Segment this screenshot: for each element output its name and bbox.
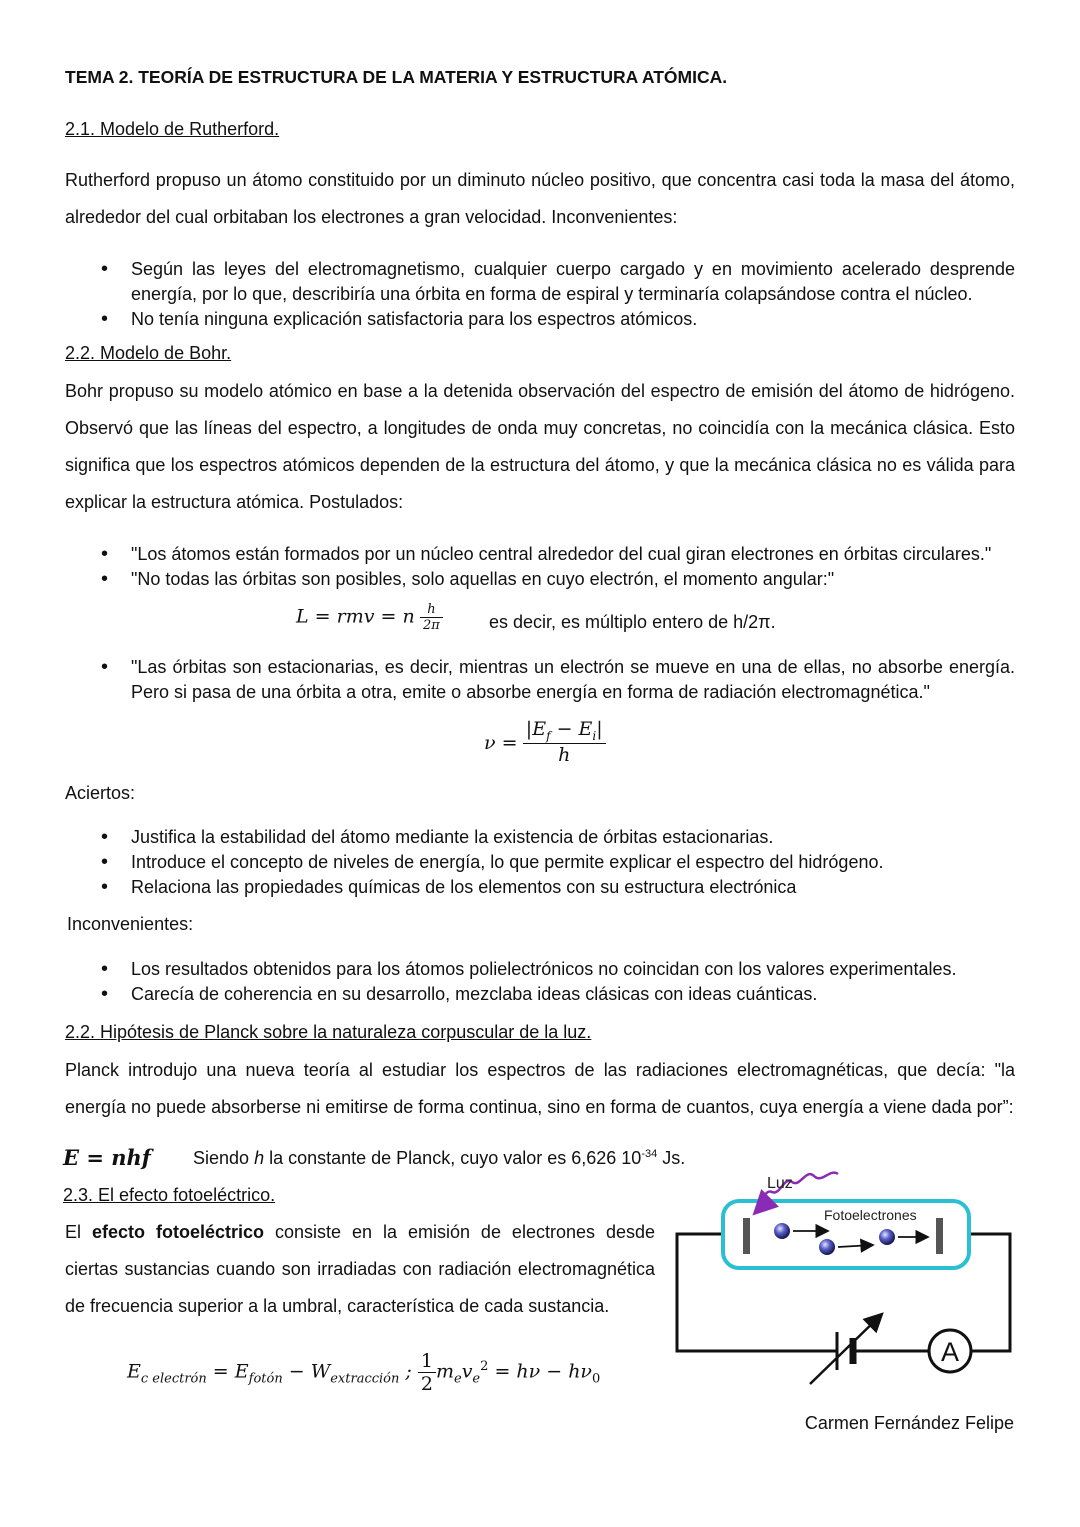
eq-sub: extracción [330,1371,400,1387]
eq-part: = E [206,1360,249,1383]
formula-fraction [523,718,606,766]
aciertos-list [131,825,1015,900]
fraction-numerator: 1 [418,1350,436,1373]
light-label: Luz [767,1175,793,1192]
eq-sub: 0 [591,1371,601,1387]
photoelectric-diagram [660,1162,1020,1394]
list-item: • Los resultados obtenidos para los átomos polielectrónicos no coincidan con los valores experimentales. [131,957,1015,982]
eq-part: ; [399,1360,418,1383]
eq-part: = hν − hν [488,1360,592,1383]
formula-frequency [484,718,606,766]
inconvenientes-list [131,957,1015,1007]
list-item: • "Las órbitas son estacionarias, es decir, mientras un electrón se mueve en una de ellas, no absorbe energía. Pero si pasa de una órbita a otra, emite o absorbe energía en forma de radiación electromagnética." [131,655,1015,705]
ammeter-label: A [940,1337,960,1367]
list-item: • "Los átomos están formados por un núcleo central alrededor del cual giran electrones en órbitas circulares." [131,542,1015,567]
note-part: Js. [657,1148,686,1168]
list-item: • Según las leyes del electromagnetismo, cualquier cuerpo cargado y en movimiento acelerado desprende energía, por lo que, describiría una órbita en forma de espiral y terminaría colapsándose contra el núcleo. [131,257,1015,307]
inconvenientes-label: Inconvenientes: [67,914,194,934]
electron-icon [774,1223,790,1239]
aciertos-label: Aciertos: [65,783,136,803]
fraction-denominator: h [558,743,571,766]
fraction-denominator: 2 [420,1373,433,1395]
formula-text: E = nhf [63,1145,151,1170]
num-sub: i [592,728,597,743]
eq-part: m [435,1360,454,1383]
photoelectric-text [65,1214,655,1325]
fraction-numerator: h [420,602,443,618]
formula-lhs: ν = [484,731,518,754]
text-part: El [65,1222,92,1242]
formula-angular-note: es decir, es múltiplo entero de h/2π. [489,612,776,632]
bohr-postulate-list-2 [131,655,1015,705]
electron-icon [819,1239,835,1255]
formula-fraction [420,602,443,633]
fraction-numerator [523,718,606,744]
text-keyword: efecto fotoeléctrico [91,1222,264,1242]
text-part: consiste en la emisión de electrones desde ciertas sustancias cuando son irradiadas con radiación electromagnética de frecuencia superior a la umbral, característica de cada sustancia. [65,1222,655,1316]
cathode-plate [743,1218,750,1254]
rutherford-intro: Rutherford propuso un átomo constituido por un diminuto núcleo positivo, que concentra casi toda la masa del átomo, alrededor del cual orbitaban los electrones a gran velocidad. Inconvenientes: [65,170,1015,227]
planck-formula [63,1145,151,1171]
eq-part: − W [282,1360,331,1383]
planck-constant-note [193,1148,685,1169]
page-title: TEMA 2. TEORÍA DE ESTRUCTURA DE LA MATERIA Y ESTRUCTURA ATÓMICA. [65,67,728,87]
list-item: • "No todas las órbitas son posibles, solo aquellas en cuyo electrón, el momento angular:" [131,567,1015,592]
eq-part: v [461,1360,473,1383]
list-item: • No tenía ninguna explicación satisfactoria para los espectros atómicos. [131,307,1015,332]
list-item: • Introduce el concepto de niveles de energía, lo que permite explicar el espectro del hidrógeno. [131,850,1015,875]
eq-half-fraction [418,1350,436,1395]
fraction-denominator: 2π [422,618,440,633]
author-name: Carmen Fernández Felipe [804,1413,1014,1433]
eq-part: E [127,1360,141,1383]
section-heading-photoelectric: 2.3. El efecto fotoeléctrico. [63,1185,276,1205]
bohr-intro: Bohr propuso su modelo atómico en base a la detenida observación del espectro de emisión del átomo de hidrógeno. Observó que las líneas del espectro, a longitudes de onda muy concretas, no coincidía con la mecánica clásica. Esto significa que los espectros atómicos dependen de la estructura del átomo, y que la mecánica clásica no es válida para explicar la estructura atómica. Postulados: [65,381,1015,512]
eq-sub: fotón [248,1371,283,1387]
formula-angular-momentum [296,602,443,633]
eq-sup: 2 [480,1359,489,1375]
photoelectrons-label: Fotoelectrones [824,1207,917,1223]
section-heading-planck: 2.2. Hipótesis de Planck sobre la naturaleza corpuscular de la luz. [65,1022,592,1042]
list-item: • Justifica la estabilidad del átomo mediante la existencia de órbitas estacionarias. [131,825,1015,850]
photoelectric-equation [127,1350,600,1395]
list-item: • Carecía de coherencia en su desarrollo, mezclaba ideas clásicas con ideas cuánticas. [131,982,1015,1007]
variable-arrow-icon [810,1314,882,1384]
note-part: Siendo [193,1148,255,1168]
note-part: la constante de Planck, cuyo valor es 6,626 10 [264,1148,642,1168]
section-heading-rutherford: 2.1. Modelo de Rutherford. [65,119,280,139]
note-exponent: -34 [641,1148,658,1160]
list-item: • Relaciona las propiedades químicas de los elementos con su estructura electrónica [131,875,1015,900]
num-sub: f [546,728,551,743]
num-part: | [596,718,603,740]
note-h: h [254,1148,265,1168]
eq-sub: c electrón [140,1371,207,1387]
eq-sub: e [453,1371,462,1387]
eq-sub: e [472,1371,481,1387]
planck-intro: Planck introdujo una nueva teoría al estudiar los espectros de las radiaciones electromagnéticas, que decía: "la energía no puede absorberse ni emitirse de forma continua, sino en forma de cuantos, cuya energía a viene dada por”: [65,1060,1015,1117]
bohr-postulate-list [131,542,1015,592]
num-part: |E [525,718,547,740]
rutherford-bullet-list [131,257,1015,332]
anode-plate [936,1218,943,1254]
num-part: − E [550,718,593,740]
electron-icon [879,1229,895,1245]
section-heading-bohr: 2.2. Modelo de Bohr. [65,343,232,363]
formula-lhs: L = rmv = n [296,605,415,628]
